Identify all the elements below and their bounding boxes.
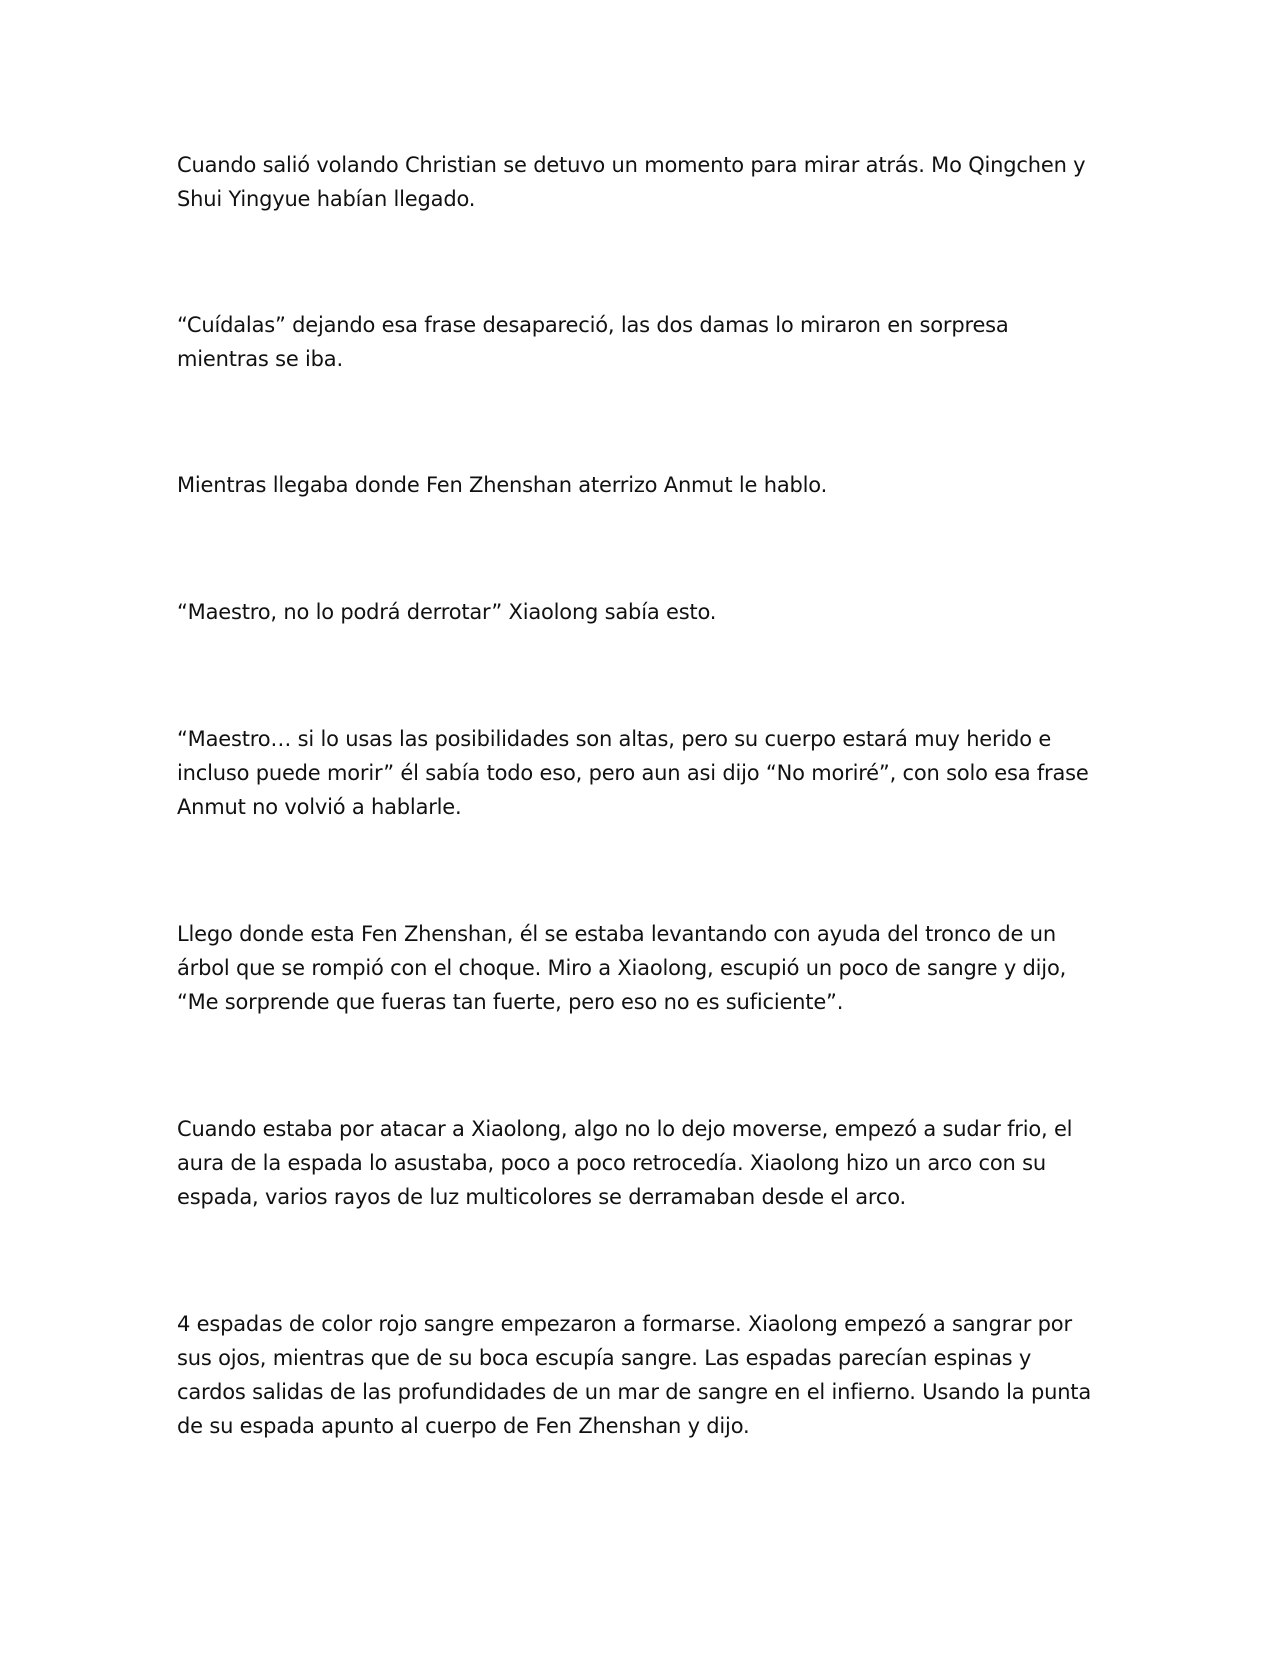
paragraph: Llego donde esta Fen Zhenshan, él se estaba levantando con ayuda del tronco de un árbol que se rompió con el choque. Miro a Xiaolong, escupió un poco de sangre y dijo, “Me sorprende que fueras tan fuerte, pero eso no es suficiente”. <box>177 922 1067 1014</box>
paragraph: Cuando estaba por atacar a Xiaolong, algo no lo dejo moverse, empezó a sudar frio, el aura de la espada lo asustaba, poco a poco retrocedía. Xiaolong hizo un arco con su espada, varios rayos de luz multicolores se derramaban desde el arco. <box>177 1117 1073 1209</box>
paragraph: 4 espadas de color rojo sangre empezaron a formarse. Xiaolong empezó a sangrar por sus ojos, mientras que de su boca escupía sangre. Las espadas parecían espinas y cardos salidas de las profundidades de un mar de sangre en el infierno. Usando la punta de su espada apunto al cuerpo de Fen Zhenshan y dijo. <box>177 1312 1092 1438</box>
paragraph: “Maestro… si lo usas las posibilidades son altas, pero su cuerpo estará muy herido e incluso puede morir” él sabía todo eso, pero aun asi dijo “No moriré”, con solo esa frase Anmut no volvió a hablarle. <box>177 727 1089 819</box>
paragraph: “Maestro, no lo podrá derrotar” Xiaolong sabía esto. <box>177 600 717 624</box>
paragraph: Mientras llegaba donde Fen Zhenshan aterrizo Anmut le hablo. <box>177 473 828 497</box>
paragraph: “Cuídalas” dejando esa frase desapareció, las dos damas lo miraron en sorpresa mientras se iba. <box>177 313 1009 371</box>
paragraph: Cuando salió volando Christian se detuvo un momento para mirar atrás. Mo Qingchen y Shui Yingyue habían llegado. <box>177 153 1086 211</box>
